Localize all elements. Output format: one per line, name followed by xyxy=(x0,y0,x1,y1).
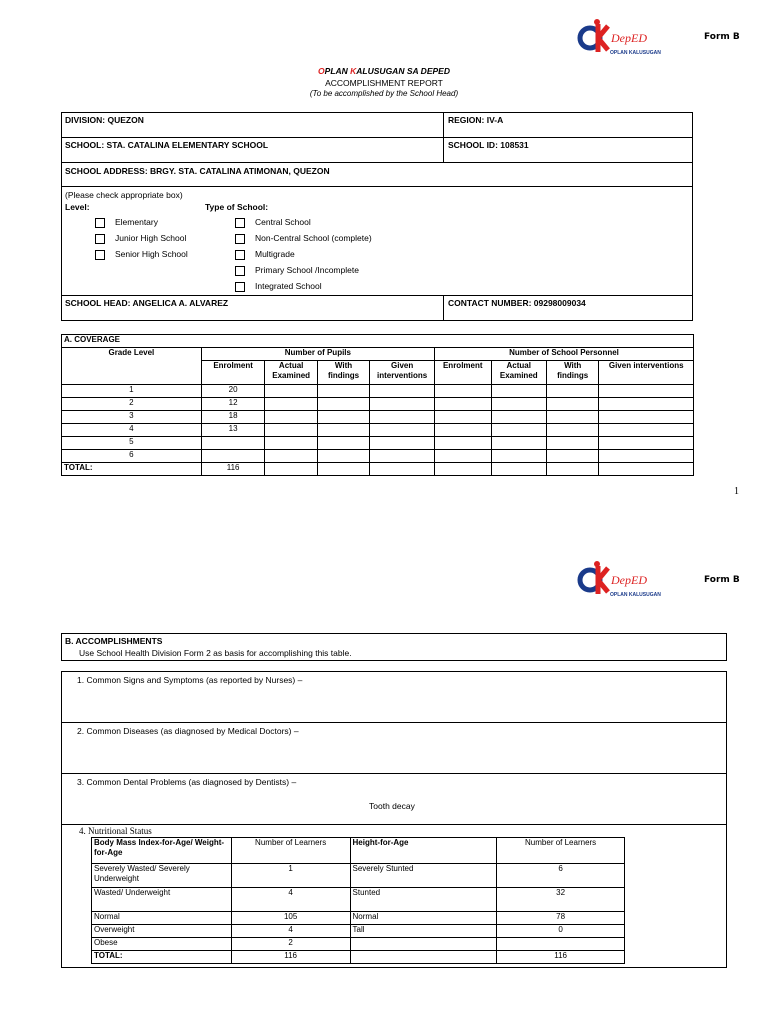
grade-cell: 2 xyxy=(62,398,202,411)
deped-logo xyxy=(578,560,661,600)
enrolment-cell: 18 xyxy=(201,411,265,424)
svg-text:OPLAN KALUSUGAN: OPLAN KALUSUGAN xyxy=(610,50,661,56)
coverage-table xyxy=(61,334,694,476)
item-nutrition: 4. Nutritional Status xyxy=(79,826,152,836)
checkbox[interactable] xyxy=(235,234,245,244)
school-field: SCHOOL: STA. CATALINA ELEMENTARY SCHOOL xyxy=(65,140,269,150)
table-row xyxy=(62,424,694,437)
accomplishments-note: Use School Health Division Form 2 as basis for accomplishing this table. xyxy=(79,648,352,658)
table-row xyxy=(62,398,694,411)
total-enrolment: 116 xyxy=(201,463,265,476)
type-option-primary[interactable]: Primary School /Incomplete xyxy=(235,265,359,276)
table-row xyxy=(92,925,625,938)
count-cell: 4 xyxy=(231,925,350,938)
height-cell: Tall xyxy=(350,925,497,938)
bmi-cell: Obese xyxy=(92,938,232,951)
check-note: (Please check appropriate box) xyxy=(65,190,183,200)
count-cell: 2 xyxy=(231,938,350,951)
division-field: DIVISION: QUEZON xyxy=(65,115,144,125)
count-cell: 1 xyxy=(231,864,350,888)
enrolment-cell: 13 xyxy=(201,424,265,437)
bmi-cell: Normal xyxy=(92,912,232,925)
report-instruction: (To be accomplished by the School Head) xyxy=(309,89,459,98)
table-row xyxy=(92,864,625,888)
bmi-cell: Severely Wasted/ Severely Underweight xyxy=(92,864,232,888)
level-option-senior[interactable]: Senior High School xyxy=(95,249,188,260)
sub-header: Actual Examined xyxy=(491,361,546,385)
table-row-total xyxy=(92,951,625,964)
school-head-field: SCHOOL HEAD: ANGELICA A. ALVAREZ xyxy=(65,298,229,308)
sub-header: Given interventions xyxy=(370,361,435,385)
table-row xyxy=(62,411,694,424)
grade-cell: 3 xyxy=(62,411,202,424)
level-option-elementary[interactable]: Elementary xyxy=(95,217,158,228)
item-dental: 3. Common Dental Problems (as diagnosed by Dentists) – xyxy=(77,777,297,787)
count-cell: 4 xyxy=(231,888,350,912)
enrolment-cell: 20 xyxy=(201,385,265,398)
checkbox[interactable] xyxy=(235,282,245,292)
sub-header: With findings xyxy=(317,361,369,385)
total-label: TOTAL: xyxy=(92,951,232,964)
item-diseases: 2. Common Diseases (as diagnosed by Medical Doctors) – xyxy=(77,726,299,736)
enrolment-cell xyxy=(201,450,265,463)
checkbox[interactable] xyxy=(235,218,245,228)
height-cell: Normal xyxy=(350,912,497,925)
grade-cell: 5 xyxy=(62,437,202,450)
bmi-header: Body Mass Index-for-Age/ Weight-for-Age xyxy=(92,838,232,864)
table-row-total xyxy=(62,463,694,476)
personnel-header: Number of School Personnel xyxy=(435,348,694,361)
count-cell: 105 xyxy=(231,912,350,925)
dental-answer: Tooth decay xyxy=(369,801,415,811)
count-cell xyxy=(497,938,625,951)
learners-header: Number of Learners xyxy=(497,838,625,864)
sub-header: Enrolment xyxy=(201,361,265,385)
svg-text:OPLAN KALUSUGAN: OPLAN KALUSUGAN xyxy=(610,592,661,598)
checkbox[interactable] xyxy=(95,234,105,244)
count-cell: 6 xyxy=(497,864,625,888)
sub-header: Enrolment xyxy=(435,361,492,385)
count-cell: 78 xyxy=(497,912,625,925)
count-cell: 116 xyxy=(231,951,350,964)
type-option-central[interactable]: Central School xyxy=(235,217,311,228)
report-subtitle: ACCOMPLISHMENT REPORT xyxy=(325,78,443,88)
sub-header: With findings xyxy=(547,361,599,385)
accomplishments-title: B. ACCOMPLISHMENTS xyxy=(65,636,163,646)
report-title: OPLAN KALUSUGAN SA DEPED xyxy=(318,66,450,76)
height-cell: Severely Stunted xyxy=(350,864,497,888)
learners-header: Number of Learners xyxy=(231,838,350,864)
grade-cell: 6 xyxy=(62,450,202,463)
grade-cell: 4 xyxy=(62,424,202,437)
type-option-multigrade[interactable]: Multigrade xyxy=(235,249,295,260)
total-label: TOTAL: xyxy=(62,463,202,476)
count-cell: 0 xyxy=(497,925,625,938)
form-label: Form B xyxy=(704,32,740,42)
height-header: Height-for-Age xyxy=(350,838,497,864)
svg-text:DepED: DepED xyxy=(611,31,647,45)
type-label: Type of School: xyxy=(205,202,269,212)
bmi-cell: Wasted/ Underweight xyxy=(92,888,232,912)
height-cell: Stunted xyxy=(350,888,497,912)
height-cell xyxy=(350,938,497,951)
table-row xyxy=(62,450,694,463)
page-number: 1 xyxy=(734,486,739,497)
table-row xyxy=(92,912,625,925)
enrolment-cell: 12 xyxy=(201,398,265,411)
checkbox[interactable] xyxy=(235,250,245,260)
type-option-noncentral[interactable]: Non-Central School (complete) xyxy=(235,233,372,244)
region-field: REGION: IV-A xyxy=(448,115,504,125)
contact-field: CONTACT NUMBER: 09298009034 xyxy=(448,298,586,308)
pupils-header: Number of Pupils xyxy=(201,348,434,361)
checkbox[interactable] xyxy=(95,250,105,260)
nutrition-table xyxy=(91,837,625,964)
level-label: Level: xyxy=(65,202,90,212)
level-option-junior[interactable]: Junior High School xyxy=(95,233,186,244)
height-cell xyxy=(350,951,497,964)
count-cell: 32 xyxy=(497,888,625,912)
checkbox[interactable] xyxy=(235,266,245,276)
bmi-cell: Overweight xyxy=(92,925,232,938)
checkbox[interactable] xyxy=(95,218,105,228)
table-row xyxy=(92,888,625,912)
item-signs-symptoms: 1. Common Signs and Symptoms (as reported by Nurses) – xyxy=(77,675,303,685)
sub-header: Given interventions xyxy=(599,361,694,385)
school-address-field: SCHOOL ADDRESS: BRGY. STA. CATALINA ATIMONAN, QUEZON xyxy=(65,166,330,176)
deped-logo xyxy=(578,18,661,58)
type-option-integrated[interactable]: Integrated School xyxy=(235,281,322,292)
grade-cell: 1 xyxy=(62,385,202,398)
table-row xyxy=(62,437,694,450)
grade-level-header: Grade Level xyxy=(62,348,202,385)
count-cell: 116 xyxy=(497,951,625,964)
sub-header: Actual Examined xyxy=(265,361,317,385)
table-row xyxy=(62,385,694,398)
table-row xyxy=(92,938,625,951)
enrolment-cell xyxy=(201,437,265,450)
coverage-title: A. COVERAGE xyxy=(62,335,694,348)
svg-text:DepED: DepED xyxy=(611,573,647,587)
school-id-field: SCHOOL ID: 108531 xyxy=(448,140,529,150)
form-label: Form B xyxy=(704,575,740,585)
